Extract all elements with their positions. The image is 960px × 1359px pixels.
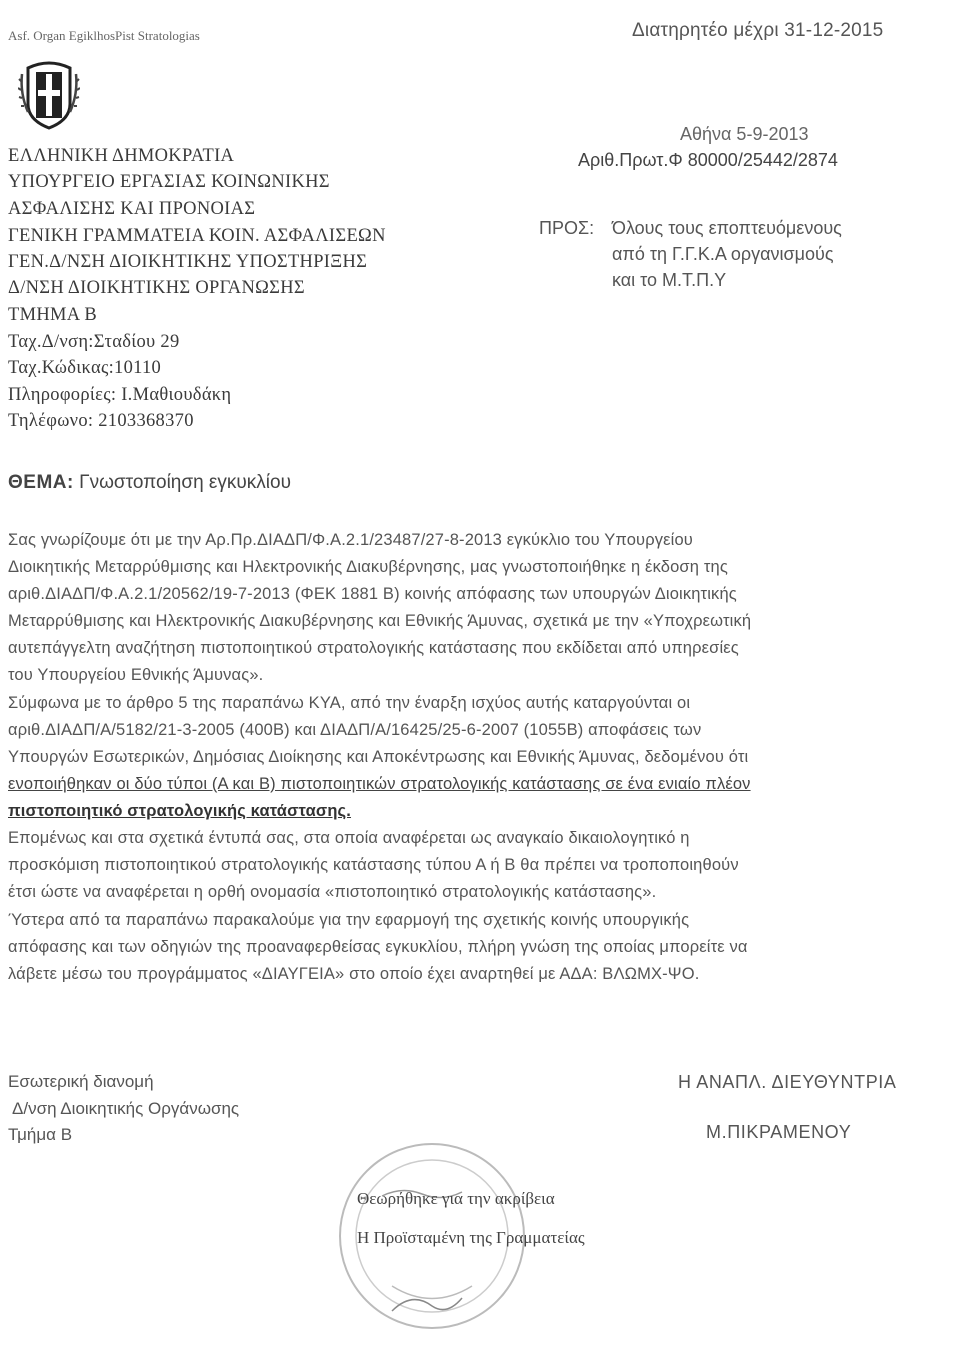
body-line: απόφασης και των οδηγιών της προαναφερθείσας εγκυκλίου, πλήρη γνώση της οποίας μπορείτε να (8, 938, 748, 956)
subject-line (8, 472, 291, 494)
document-reference: Asf. Organ EgiklhosPist Stratologias (8, 28, 200, 43)
signature-name: Μ.ΠΙΚΡΑΜΕΝΟΥ (706, 1122, 852, 1142)
body-line: Υπουργών Εσωτερικών, Δημόσιας Διοίκησης και Αποκέντρωσης και Εθνικής Άμυνας, δεδομένου ότι (8, 748, 749, 766)
header-line: Τηλέφωνο: 2103368370 (8, 411, 194, 431)
recipient-line: Όλους τους εποπτευόμενους (612, 218, 842, 238)
body-line: του Υπουργείου Εθνικής Άμυνας». (8, 666, 264, 684)
recipient-line: και το Μ.Τ.Π.Υ (612, 270, 727, 290)
body-line: Ύστερα από τα παραπάνω παρακαλούμε για την εφαρμογή της σχετικής κοινής υπουργικής (8, 911, 690, 929)
recipients-label: ΠΡΟΣ: (539, 218, 595, 238)
header-line: ΤΜΗΜΑ Β (8, 305, 97, 325)
body-line: Σας γνωρίζουμε ότι με την Αρ.Πρ.ΔΙΑΔΠ/Φ.Α.2.1/23487/27-8-2013 εγκύκλιο του Υπουργείου (8, 531, 693, 549)
distribution-line: Εσωτερική διανομή (8, 1072, 154, 1091)
protocol-number: Αριθ.Πρωτ.Φ 80000/25442/2874 (578, 150, 838, 170)
body-line-underlined: πιστοποιητικό στρατολογικής κατάστασης. (8, 802, 352, 820)
body-line: Μεταρρύθμισης και Ηλεκτρονικής Διακυβέρνησης και Εθνικής Άμυνας, σχετικά με την «Υποχρεωτική (8, 612, 752, 630)
subject-text: Γνωστοποίηση εγκυκλίου (79, 472, 291, 493)
header-line: Ταχ.Δ/νση:Σταδίου 29 (8, 332, 180, 352)
body-line: αυτεπάγγελτη αναζήτηση πιστοποιητικού στρατολογικής κατάστασης που εκδίδεται από υπηρεσίες (8, 639, 739, 657)
body-line: αριθ.ΔΙΑΔΠ/Φ.Α.2.1/20562/19-7-2013 (ΦΕΚ 1881 Β) κοινής απόφασης των υπουργών Διοικητικής (8, 585, 737, 603)
body-line: λάβετε μέσω του προγράμματος «ΔΙΑΥΓΕΙΑ» στο οποίο έχει αναρτηθεί με ΑΔΑ: ΒΛΩΜΧ-ΨΟ. (8, 965, 700, 983)
body-line: προσκόμιση πιστοποιητικού στρατολογικής κατάστασης τύπου Α ή Β θα πρέπει να τροποποιηθούν (8, 856, 739, 874)
distribution-line: Τμήμα Β (8, 1125, 73, 1144)
recipient-line: από τη Γ.Γ.Κ.Α οργανισμούς (612, 244, 834, 264)
certification-line: Θεωρήθηκε για την ακρίβεια (357, 1189, 555, 1208)
body-line: έτσι ώστε να αναφέρεται η ορθή ονομασία «πιστοποιητικό στρατολογικής κατάστασης». (8, 883, 657, 901)
header-line: ΕΛΛΗΝΙΚΗ ΔΗΜΟΚΡΑΤΙΑ (8, 146, 235, 166)
signature-title: Η ΑΝΑΠΛ. ΔΙΕΥΘΥΝΤΡΙΑ (678, 1072, 897, 1092)
certification-line: Η Προϊσταμένη της Γραμματείας (357, 1228, 585, 1247)
retention-note: Διατηρητέο μέχρι 31-12-2015 (632, 20, 884, 41)
body-line: αριθ.ΔΙΑΔΠ/Α/5182/21-3-2005 (400Β) και ΔΙΑΔΠ/Α/16425/25-6-2007 (1055Β) αποφάσεις των (8, 721, 702, 739)
body-line: Διοικητικής Μεταρρύθμισης και Ηλεκτρονικής Διακυβέρνησης, μας γνωστοποιήθηκε η έκδοση της (8, 558, 728, 576)
greek-coat-of-arms-icon (18, 54, 80, 132)
header-line: ΑΣΦΑΛΙΣΗΣ ΚΑΙ ΠΡΟΝΟΙΑΣ (8, 199, 256, 219)
header-line: ΓΕΝΙΚΗ ΓΡΑΜΜΑΤΕΙΑ ΚΟΙΝ. ΑΣΦΑΛΙΣΕΩΝ (8, 226, 386, 246)
subject-label: ΘΕΜΑ: (8, 472, 74, 493)
header-line: Δ/ΝΣΗ ΔΙΟΙΚΗΤΙΚΗΣ ΟΡΓΑΝΩΣΗΣ (8, 278, 305, 298)
body-line: Επομένως και στα σχετικά έντυπά σας, στα οποία αναφέρεται ως αναγκαίο δικαιολογητικό η (8, 829, 690, 847)
body-line-underlined: ενοποιήθηκαν οι δύο τύποι (Α και Β) πιστοποιητικών στρατολογικής κατάστασης σε ένα ενιαίο πλέον (8, 775, 751, 793)
header-line: Πληροφορίες: Ι.Μαθιουδάκη (8, 385, 232, 405)
distribution-line: Δ/νση Διοικητικής Οργάνωσης (12, 1099, 240, 1118)
place-date: Αθήνα 5-9-2013 (680, 124, 809, 144)
header-line: ΥΠΟΥΡΓΕΙΟ ΕΡΓΑΣΙΑΣ ΚΟΙΝΩΝΙΚΗΣ (8, 172, 330, 192)
header-line: Ταχ.Κώδικας:10110 (8, 358, 162, 378)
body-line: Σύμφωνα με το άρθρο 5 της παραπάνω ΚΥΑ, από την έναρξη ισχύος αυτής καταργούνται οι (8, 694, 691, 712)
header-line: ΓΕΝ.Δ/ΝΣΗ ΔΙΟΙΚΗΤΙΚΗΣ ΥΠΟΣΤΗΡΙΞΗΣ (8, 252, 368, 272)
